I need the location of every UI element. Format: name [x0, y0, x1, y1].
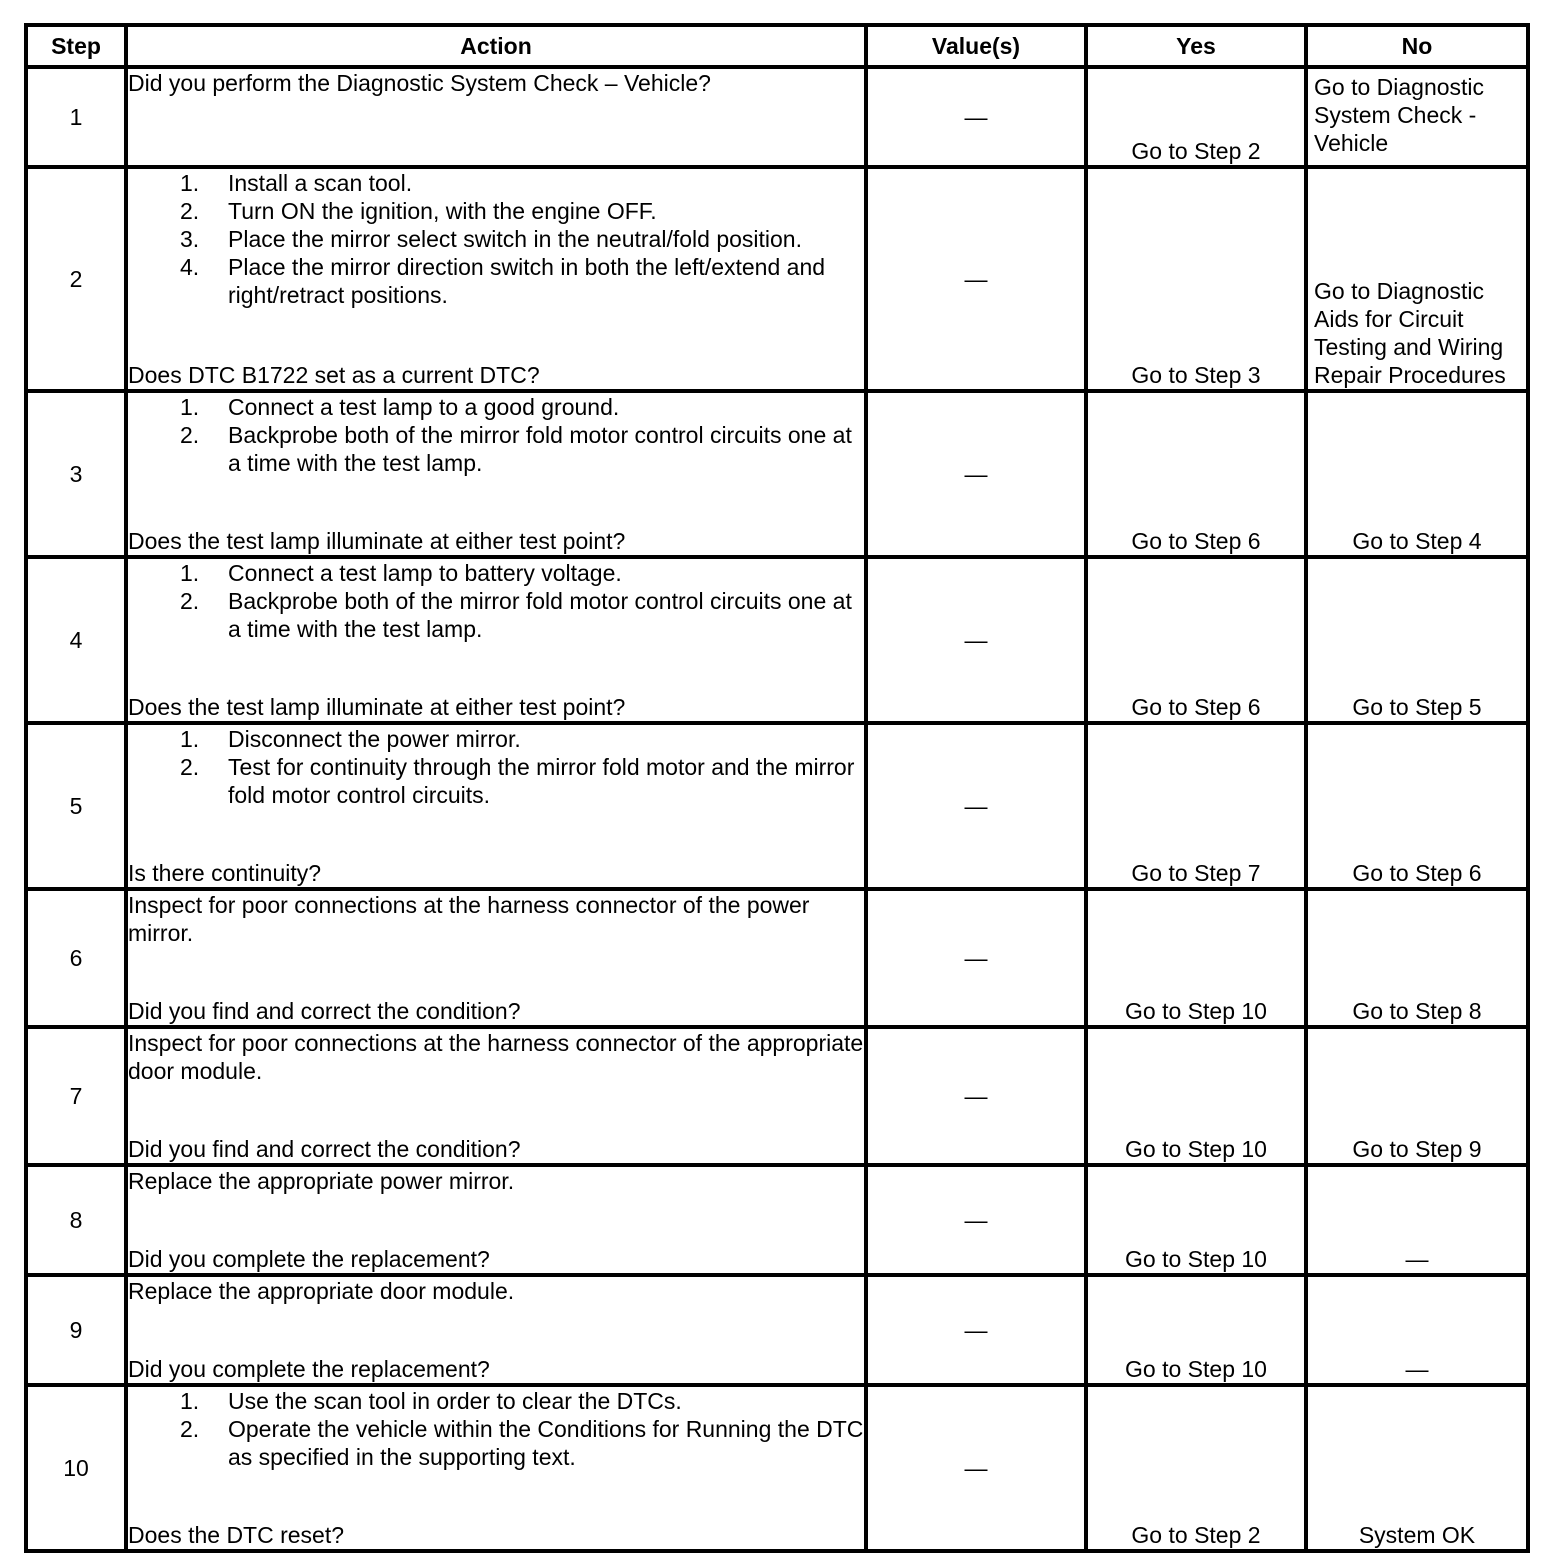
table-row — [26, 1275, 1528, 1385]
action-cell — [126, 391, 866, 557]
value-cell: — — [866, 557, 1086, 723]
list-item — [128, 587, 864, 643]
list-item-text: Connect a test lamp to battery voltage. — [228, 560, 622, 586]
table-row — [26, 723, 1528, 889]
action-instruction: Replace the appropriate power mirror. — [128, 1168, 515, 1194]
no-cell: Go to Step 8 — [1306, 889, 1528, 1027]
value-cell: — — [866, 167, 1086, 391]
step-number: 6 — [26, 889, 126, 1027]
list-item-number: 1. — [180, 726, 200, 752]
action-cell — [126, 557, 866, 723]
list-item — [128, 169, 864, 197]
yes-cell: Go to Step 7 — [1086, 723, 1306, 889]
action-cell — [126, 723, 866, 889]
list-item — [128, 421, 864, 477]
list-item — [128, 1415, 864, 1471]
yes-cell: Go to Step 3 — [1086, 167, 1306, 391]
action-instruction: Replace the appropriate door module. — [128, 1278, 515, 1304]
list-item-text: Install a scan tool. — [228, 170, 413, 196]
value-cell: — — [866, 67, 1086, 167]
header-step: Step — [26, 25, 126, 67]
list-item-text: Operate the vehicle within the Conditions for Running the DTC as specified in the supporting text. — [228, 1416, 864, 1470]
list-item-number: 2. — [180, 754, 200, 780]
no-cell: Go to Step 5 — [1306, 557, 1528, 723]
no-cell: — — [1306, 1275, 1528, 1385]
list-item — [128, 725, 864, 753]
action-cell — [126, 67, 866, 167]
list-item-number: 2. — [180, 422, 200, 448]
action-question: Does the test lamp illuminate at either test point? — [128, 528, 626, 554]
step-number: 7 — [26, 1027, 126, 1165]
step-number: 4 — [26, 557, 126, 723]
action-instruction: Inspect for poor connections at the harness connector of the power mirror. — [128, 892, 810, 946]
action-instruction: Inspect for poor connections at the harness connector of the appropriate door module. — [128, 1030, 864, 1084]
value-cell: — — [866, 1165, 1086, 1275]
header-yes: Yes — [1086, 25, 1306, 67]
action-question: Does DTC B1722 set as a current DTC? — [128, 362, 540, 388]
action-cell — [126, 1385, 866, 1551]
table-header-row — [26, 25, 1528, 67]
step-number: 1 — [26, 67, 126, 167]
table-row — [26, 1027, 1528, 1165]
action-question: Does the test lamp illuminate at either test point? — [128, 694, 626, 720]
value-cell: — — [866, 1275, 1086, 1385]
value-cell: — — [866, 1027, 1086, 1165]
no-cell: Go to Step 4 — [1306, 391, 1528, 557]
list-item-number: 2. — [180, 588, 200, 614]
yes-cell: Go to Step 10 — [1086, 1165, 1306, 1275]
list-item — [128, 1387, 864, 1415]
yes-cell: Go to Step 6 — [1086, 391, 1306, 557]
step-number: 2 — [26, 167, 126, 391]
no-cell: Go to Diagnostic Aids for Circuit Testing and Wiring Repair Procedures — [1306, 167, 1528, 391]
action-question: Did you find and correct the condition? — [128, 1136, 521, 1162]
action-cell — [126, 1275, 866, 1385]
no-cell: Go to Step 9 — [1306, 1027, 1528, 1165]
list-item-text: Place the mirror select switch in the neutral/fold position. — [228, 226, 802, 252]
step-number: 9 — [26, 1275, 126, 1385]
no-cell: Go to Step 6 — [1306, 723, 1528, 889]
action-cell — [126, 167, 866, 391]
no-cell: System OK — [1306, 1385, 1528, 1551]
action-question: Does the DTC reset? — [128, 1522, 345, 1548]
value-cell: — — [866, 889, 1086, 1027]
action-cell — [126, 889, 866, 1027]
table-row — [26, 167, 1528, 391]
value-cell: — — [866, 391, 1086, 557]
header-values: Value(s) — [866, 25, 1086, 67]
table-row — [26, 1165, 1528, 1275]
action-question: Did you find and correct the condition? — [128, 998, 521, 1024]
table-row — [26, 67, 1528, 167]
list-item-number: 1. — [180, 394, 200, 420]
list-item — [128, 197, 864, 225]
table-row — [26, 889, 1528, 1027]
action-cell — [126, 1165, 866, 1275]
list-item-number: 4. — [180, 254, 200, 280]
value-cell: — — [866, 1385, 1086, 1551]
list-item — [128, 253, 864, 309]
yes-cell: Go to Step 6 — [1086, 557, 1306, 723]
step-number: 5 — [26, 723, 126, 889]
no-cell: Go to Diagnostic System Check - Vehicle — [1306, 67, 1528, 167]
action-question: Did you perform the Diagnostic System Check – Vehicle? — [128, 70, 711, 96]
step-number: 8 — [26, 1165, 126, 1275]
list-item-number: 1. — [180, 170, 200, 196]
list-item-text: Place the mirror direction switch in both the left/extend and right/retract positions. — [228, 254, 826, 308]
list-item — [128, 393, 864, 421]
table-row — [26, 557, 1528, 723]
list-item-text: Backprobe both of the mirror fold motor control circuits one at a time with the test lamp. — [228, 588, 852, 642]
header-no: No — [1306, 25, 1528, 67]
list-item — [128, 559, 864, 587]
action-question: Is there continuity? — [128, 860, 322, 886]
value-cell: — — [866, 723, 1086, 889]
list-item-text: Disconnect the power mirror. — [228, 726, 521, 752]
yes-cell: Go to Step 10 — [1086, 1275, 1306, 1385]
list-item-number: 2. — [180, 198, 200, 224]
step-number: 3 — [26, 391, 126, 557]
table-row — [26, 391, 1528, 557]
list-item-number: 3. — [180, 226, 200, 252]
diagnostic-table — [24, 23, 1530, 1553]
header-action: Action — [126, 25, 866, 67]
yes-cell: Go to Step 10 — [1086, 889, 1306, 1027]
table-row — [26, 1385, 1528, 1551]
action-question: Did you complete the replacement? — [128, 1246, 490, 1272]
list-item-number: 1. — [180, 560, 200, 586]
instruction-list — [128, 169, 864, 309]
list-item-number: 1. — [180, 1388, 200, 1414]
instruction-list — [128, 725, 864, 809]
list-item-text: Use the scan tool in order to clear the DTCs. — [228, 1388, 682, 1414]
list-item-text: Connect a test lamp to a good ground. — [228, 394, 620, 420]
list-item-text: Test for continuity through the mirror fold motor and the mirror fold motor control circuits. — [228, 754, 855, 808]
step-number: 10 — [26, 1385, 126, 1551]
list-item-text: Turn ON the ignition, with the engine OFF. — [228, 198, 657, 224]
action-question: Did you complete the replacement? — [128, 1356, 490, 1382]
no-cell: — — [1306, 1165, 1528, 1275]
list-item — [128, 225, 864, 253]
instruction-list — [128, 393, 864, 477]
list-item — [128, 753, 864, 809]
yes-cell: Go to Step 2 — [1086, 67, 1306, 167]
list-item-number: 2. — [180, 1416, 200, 1442]
list-item-text: Backprobe both of the mirror fold motor control circuits one at a time with the test lamp. — [228, 422, 852, 476]
instruction-list — [128, 559, 864, 643]
yes-cell: Go to Step 10 — [1086, 1027, 1306, 1165]
yes-cell: Go to Step 2 — [1086, 1385, 1306, 1551]
instruction-list — [128, 1387, 864, 1471]
action-cell — [126, 1027, 866, 1165]
